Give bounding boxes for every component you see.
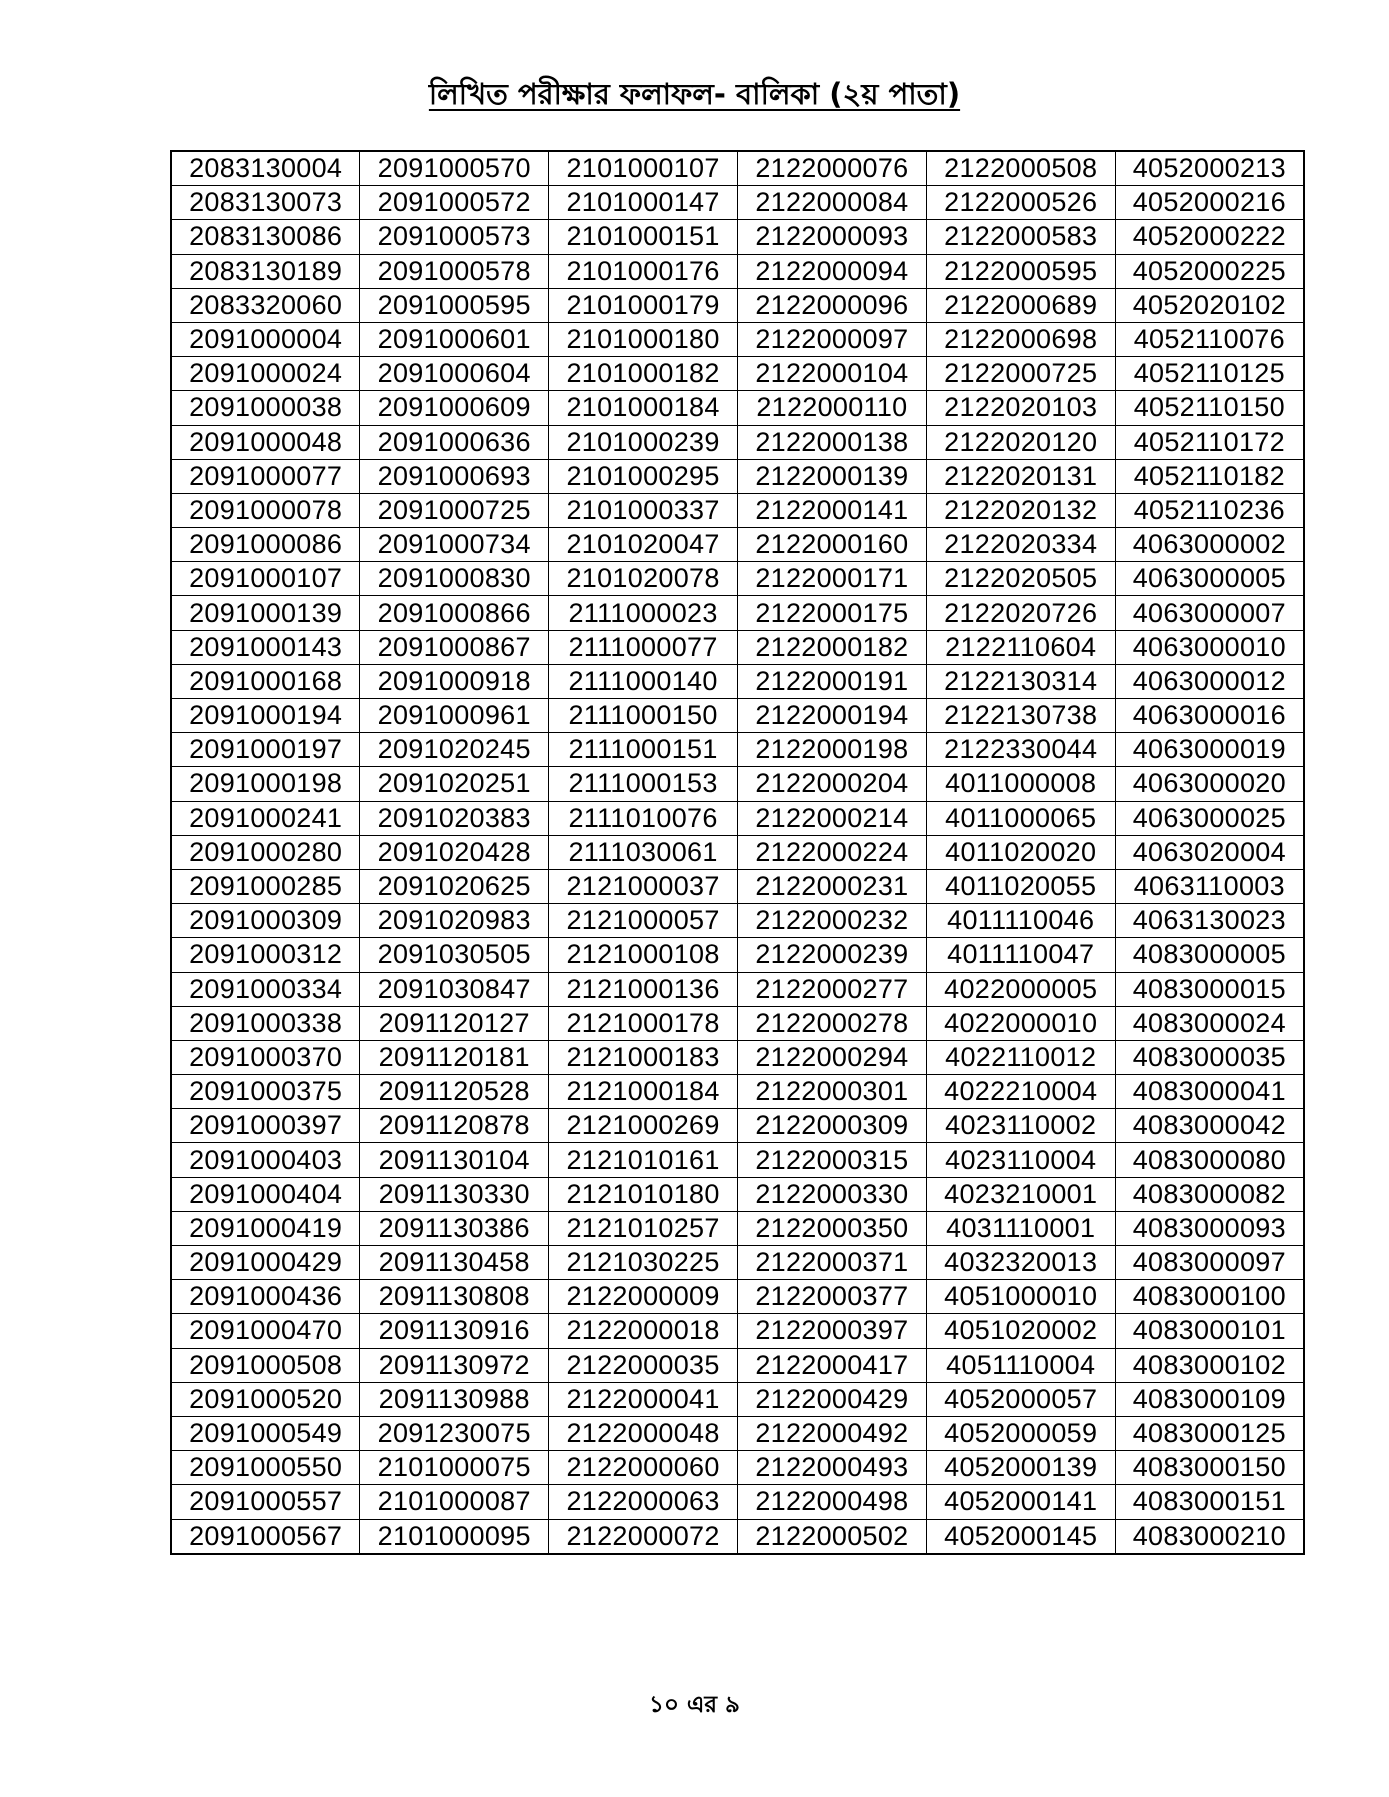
roll-number-cell: 2122000526 — [926, 186, 1115, 220]
roll-number-cell: 2122000397 — [737, 1314, 926, 1348]
roll-number-cell: 2101000184 — [549, 391, 738, 425]
roll-number-cell: 2091230075 — [360, 1416, 549, 1450]
roll-number-cell: 2091000334 — [171, 972, 360, 1006]
roll-number-cell: 2091000550 — [171, 1451, 360, 1485]
table-row — [171, 357, 1304, 391]
roll-number-cell: 2091000578 — [360, 254, 549, 288]
roll-number-cell: 4052110182 — [1115, 459, 1304, 493]
roll-number-cell: 2122000110 — [737, 391, 926, 425]
roll-number-cell: 2091000470 — [171, 1314, 360, 1348]
roll-number-cell: 2101000295 — [549, 459, 738, 493]
roll-number-cell: 4051000010 — [926, 1280, 1115, 1314]
roll-number-cell: 2101020078 — [549, 562, 738, 596]
roll-number-cell: 2122000048 — [549, 1416, 738, 1450]
roll-number-cell: 2122000377 — [737, 1280, 926, 1314]
roll-number-cell: 4022000005 — [926, 972, 1115, 1006]
table-row — [171, 869, 1304, 903]
roll-number-cell: 4083000080 — [1115, 1143, 1304, 1177]
roll-number-cell: 2091000549 — [171, 1416, 360, 1450]
roll-number-cell: 2091000867 — [360, 630, 549, 664]
roll-number-cell: 4052000222 — [1115, 220, 1304, 254]
roll-number-cell: 2122000104 — [737, 357, 926, 391]
roll-number-cell: 2122000429 — [737, 1382, 926, 1416]
roll-number-cell: 2091130988 — [360, 1382, 549, 1416]
roll-number-cell: 4052000145 — [926, 1519, 1115, 1554]
roll-number-cell: 2101000087 — [360, 1485, 549, 1519]
roll-number-cell: 2122000041 — [549, 1382, 738, 1416]
roll-number-cell: 2091020245 — [360, 733, 549, 767]
table-row — [171, 493, 1304, 527]
roll-number-cell: 4052110236 — [1115, 493, 1304, 527]
table-row — [171, 1075, 1304, 1109]
roll-number-cell: 4022110012 — [926, 1040, 1115, 1074]
roll-number-cell: 2122000076 — [737, 151, 926, 186]
roll-number-cell: 2122130314 — [926, 664, 1115, 698]
roll-number-cell: 4052020102 — [1115, 288, 1304, 322]
roll-number-cell: 2091000077 — [171, 459, 360, 493]
table-row — [171, 562, 1304, 596]
roll-number-cell: 2101000239 — [549, 425, 738, 459]
page-title-text: লিখিত পরীক্ষার ফলাফল- বালিকা (২য় পাতা) — [428, 77, 961, 111]
roll-number-cell: 4052110172 — [1115, 425, 1304, 459]
roll-number-cell: 2091000725 — [360, 493, 549, 527]
roll-number-cell: 2122000060 — [549, 1451, 738, 1485]
roll-number-cell: 2122000063 — [549, 1485, 738, 1519]
roll-number-cell: 2122020131 — [926, 459, 1115, 493]
roll-number-cell: 2111000150 — [549, 699, 738, 733]
roll-number-cell: 2091020625 — [360, 869, 549, 903]
roll-number-cell: 2122000171 — [737, 562, 926, 596]
roll-number-cell: 2121000269 — [549, 1109, 738, 1143]
roll-number-cell: 2091030505 — [360, 938, 549, 972]
roll-number-cell: 2091000197 — [171, 733, 360, 767]
table-row — [171, 1246, 1304, 1280]
table-row — [171, 1382, 1304, 1416]
roll-number-cell: 2101000337 — [549, 493, 738, 527]
roll-number-cell: 2122000239 — [737, 938, 926, 972]
roll-number-cell: 2122000294 — [737, 1040, 926, 1074]
roll-number-cell: 4011000008 — [926, 767, 1115, 801]
roll-number-cell: 2091000194 — [171, 699, 360, 733]
roll-number-cell: 4011020020 — [926, 835, 1115, 869]
table-row — [171, 254, 1304, 288]
roll-number-cell: 2111000151 — [549, 733, 738, 767]
roll-number-cell: 2091000024 — [171, 357, 360, 391]
roll-number-cell: 2091030847 — [360, 972, 549, 1006]
table-row — [171, 630, 1304, 664]
roll-number-cell: 2122000035 — [549, 1348, 738, 1382]
table-row — [171, 1348, 1304, 1382]
table-row — [171, 1143, 1304, 1177]
table-row — [171, 528, 1304, 562]
roll-number-cell: 4052110150 — [1115, 391, 1304, 425]
roll-number-cell: 2122000194 — [737, 699, 926, 733]
results-table-body — [171, 151, 1304, 1554]
roll-number-cell: 2122000231 — [737, 869, 926, 903]
roll-number-cell: 2091000429 — [171, 1246, 360, 1280]
table-row — [171, 1109, 1304, 1143]
roll-number-cell: 2083320060 — [171, 288, 360, 322]
roll-number-cell: 4083000024 — [1115, 1006, 1304, 1040]
roll-number-cell: 2122000301 — [737, 1075, 926, 1109]
roll-number-cell: 4023110002 — [926, 1109, 1115, 1143]
table-row — [171, 1040, 1304, 1074]
roll-number-cell: 4083000005 — [1115, 938, 1304, 972]
roll-number-cell: 2101000182 — [549, 357, 738, 391]
roll-number-cell: 2091020428 — [360, 835, 549, 869]
roll-number-cell: 2122000097 — [737, 322, 926, 356]
roll-number-cell: 2091000830 — [360, 562, 549, 596]
roll-number-cell: 2091000241 — [171, 801, 360, 835]
roll-number-cell: 2091000572 — [360, 186, 549, 220]
roll-number-cell: 2091020251 — [360, 767, 549, 801]
roll-number-cell: 2091000419 — [171, 1211, 360, 1245]
roll-number-cell: 2122110604 — [926, 630, 1115, 664]
table-row — [171, 391, 1304, 425]
roll-number-cell: 2111000077 — [549, 630, 738, 664]
roll-number-cell: 4052000059 — [926, 1416, 1115, 1450]
roll-number-cell: 2122000595 — [926, 254, 1115, 288]
roll-number-cell: 2101020047 — [549, 528, 738, 562]
roll-number-cell: 2122020103 — [926, 391, 1115, 425]
roll-number-cell: 2122130738 — [926, 699, 1115, 733]
roll-number-cell: 2122000583 — [926, 220, 1115, 254]
roll-number-cell: 4052000139 — [926, 1451, 1115, 1485]
roll-number-cell: 2122000141 — [737, 493, 926, 527]
roll-number-cell: 4052000141 — [926, 1485, 1115, 1519]
roll-number-cell: 4083000015 — [1115, 972, 1304, 1006]
roll-number-cell: 2122000204 — [737, 767, 926, 801]
page-number: ১০ এর ৯ — [649, 1692, 740, 1718]
roll-number-cell: 4083000041 — [1115, 1075, 1304, 1109]
roll-number-cell: 2091000601 — [360, 322, 549, 356]
roll-number-cell: 2122020726 — [926, 596, 1115, 630]
roll-number-cell: 2091000604 — [360, 357, 549, 391]
roll-number-cell: 2091000557 — [171, 1485, 360, 1519]
roll-number-cell: 2122000096 — [737, 288, 926, 322]
table-row — [171, 322, 1304, 356]
table-row — [171, 1280, 1304, 1314]
roll-number-cell: 2122000072 — [549, 1519, 738, 1554]
roll-number-cell: 2122000492 — [737, 1416, 926, 1450]
table-row — [171, 459, 1304, 493]
roll-number-cell: 4083000035 — [1115, 1040, 1304, 1074]
roll-number-cell: 2121000136 — [549, 972, 738, 1006]
roll-number-cell: 2091000436 — [171, 1280, 360, 1314]
roll-number-cell: 2121010161 — [549, 1143, 738, 1177]
roll-number-cell: 2101000075 — [360, 1451, 549, 1485]
roll-number-cell: 4063000016 — [1115, 699, 1304, 733]
roll-number-cell: 2083130086 — [171, 220, 360, 254]
roll-number-cell: 4063000019 — [1115, 733, 1304, 767]
table-row — [171, 801, 1304, 835]
roll-number-cell: 2101000151 — [549, 220, 738, 254]
roll-number-cell: 2091000004 — [171, 322, 360, 356]
roll-number-cell: 2122000277 — [737, 972, 926, 1006]
roll-number-cell: 2121010180 — [549, 1177, 738, 1211]
roll-number-cell: 2121030225 — [549, 1246, 738, 1280]
roll-number-cell: 2122020505 — [926, 562, 1115, 596]
table-row — [171, 1519, 1304, 1554]
roll-number-cell: 2091000285 — [171, 869, 360, 903]
roll-number-cell: 2091000636 — [360, 425, 549, 459]
roll-number-cell: 4083000082 — [1115, 1177, 1304, 1211]
table-row — [171, 767, 1304, 801]
roll-number-cell: 2111030061 — [549, 835, 738, 869]
roll-number-cell: 2122000214 — [737, 801, 926, 835]
roll-number-cell: 2122000094 — [737, 254, 926, 288]
roll-number-cell: 4063020004 — [1115, 835, 1304, 869]
table-row — [171, 972, 1304, 1006]
roll-number-cell: 4063000007 — [1115, 596, 1304, 630]
roll-number-cell: 2091000609 — [360, 391, 549, 425]
roll-number-cell: 4052000213 — [1115, 151, 1304, 186]
roll-number-cell: 2091000038 — [171, 391, 360, 425]
roll-number-cell: 2122330044 — [926, 733, 1115, 767]
roll-number-cell: 4063110003 — [1115, 869, 1304, 903]
roll-number-cell: 4063000010 — [1115, 630, 1304, 664]
roll-number-cell: 2091000309 — [171, 904, 360, 938]
table-row — [171, 1314, 1304, 1348]
roll-number-cell: 2122000182 — [737, 630, 926, 664]
roll-number-cell: 2091000595 — [360, 288, 549, 322]
table-row — [171, 1451, 1304, 1485]
roll-number-cell: 2091000078 — [171, 493, 360, 527]
roll-number-cell: 4063000020 — [1115, 767, 1304, 801]
roll-number-cell: 2091020983 — [360, 904, 549, 938]
roll-number-cell: 2091000508 — [171, 1348, 360, 1382]
roll-number-cell: 2091000312 — [171, 938, 360, 972]
roll-number-cell: 2121000178 — [549, 1006, 738, 1040]
roll-number-cell: 2091000734 — [360, 528, 549, 562]
roll-number-cell: 2122000175 — [737, 596, 926, 630]
roll-number-cell: 2101000179 — [549, 288, 738, 322]
roll-number-cell: 2091120127 — [360, 1006, 549, 1040]
roll-number-cell: 4011110046 — [926, 904, 1115, 938]
roll-number-cell: 2122000232 — [737, 904, 926, 938]
table-row — [171, 1006, 1304, 1040]
roll-number-cell: 4032320013 — [926, 1246, 1115, 1280]
roll-number-cell: 2122000417 — [737, 1348, 926, 1382]
roll-number-cell: 2122000498 — [737, 1485, 926, 1519]
table-row — [171, 664, 1304, 698]
roll-number-cell: 2091130808 — [360, 1280, 549, 1314]
roll-number-cell: 2122000191 — [737, 664, 926, 698]
roll-number-cell: 2122000198 — [737, 733, 926, 767]
page-title — [0, 76, 1389, 112]
roll-number-cell: 2083130004 — [171, 151, 360, 186]
roll-number-cell: 2122000093 — [737, 220, 926, 254]
roll-number-cell: 4011000065 — [926, 801, 1115, 835]
roll-number-cell: 2101000095 — [360, 1519, 549, 1554]
roll-number-cell: 2091000397 — [171, 1109, 360, 1143]
roll-number-cell: 2122000330 — [737, 1177, 926, 1211]
roll-number-cell: 4083000210 — [1115, 1519, 1304, 1554]
roll-number-cell: 2091000048 — [171, 425, 360, 459]
table-row — [171, 151, 1304, 186]
roll-number-cell: 2111000153 — [549, 767, 738, 801]
roll-number-cell: 4052000057 — [926, 1382, 1115, 1416]
roll-number-cell: 2122000315 — [737, 1143, 926, 1177]
table-row — [171, 186, 1304, 220]
roll-number-cell: 2091130330 — [360, 1177, 549, 1211]
roll-number-cell: 2121000184 — [549, 1075, 738, 1109]
roll-number-cell: 4063000005 — [1115, 562, 1304, 596]
roll-number-cell: 4052110125 — [1115, 357, 1304, 391]
roll-number-cell: 4051110004 — [926, 1348, 1115, 1382]
roll-number-cell: 2122020334 — [926, 528, 1115, 562]
roll-number-cell: 2091000338 — [171, 1006, 360, 1040]
table-row — [171, 288, 1304, 322]
roll-number-cell: 2122000493 — [737, 1451, 926, 1485]
roll-number-cell: 4063000025 — [1115, 801, 1304, 835]
roll-number-cell: 4052000216 — [1115, 186, 1304, 220]
roll-number-cell: 2101000147 — [549, 186, 738, 220]
roll-number-cell: 2121010257 — [549, 1211, 738, 1245]
roll-number-cell: 4052110076 — [1115, 322, 1304, 356]
roll-number-cell: 2101000107 — [549, 151, 738, 186]
roll-number-cell: 4083000102 — [1115, 1348, 1304, 1382]
roll-number-cell: 2122000009 — [549, 1280, 738, 1314]
roll-number-cell: 2091130104 — [360, 1143, 549, 1177]
roll-number-cell: 2091120181 — [360, 1040, 549, 1074]
roll-number-cell: 2122000371 — [737, 1246, 926, 1280]
roll-number-cell: 2101000176 — [549, 254, 738, 288]
table-row — [171, 904, 1304, 938]
table-row — [171, 699, 1304, 733]
roll-number-cell: 2091000866 — [360, 596, 549, 630]
roll-number-cell: 2091000570 — [360, 151, 549, 186]
roll-number-cell: 2122020132 — [926, 493, 1115, 527]
roll-number-cell: 2091000520 — [171, 1382, 360, 1416]
roll-number-cell: 2091000403 — [171, 1143, 360, 1177]
roll-number-cell: 2091130972 — [360, 1348, 549, 1382]
roll-number-cell: 2111000023 — [549, 596, 738, 630]
roll-number-cell: 2091000139 — [171, 596, 360, 630]
table-row — [171, 835, 1304, 869]
roll-number-cell: 2091130458 — [360, 1246, 549, 1280]
roll-number-cell: 4083000093 — [1115, 1211, 1304, 1245]
roll-number-cell: 4083000042 — [1115, 1109, 1304, 1143]
roll-number-cell: 4083000125 — [1115, 1416, 1304, 1450]
roll-number-cell: 2121000108 — [549, 938, 738, 972]
roll-number-cell: 2122000508 — [926, 151, 1115, 186]
roll-number-cell: 4051020002 — [926, 1314, 1115, 1348]
roll-number-cell: 2111010076 — [549, 801, 738, 835]
roll-number-cell: 2091130386 — [360, 1211, 549, 1245]
roll-number-cell: 2091000280 — [171, 835, 360, 869]
roll-number-cell: 2091000961 — [360, 699, 549, 733]
roll-number-cell: 4063000012 — [1115, 664, 1304, 698]
roll-number-cell: 2091000370 — [171, 1040, 360, 1074]
roll-number-cell: 2091020383 — [360, 801, 549, 835]
table-row — [171, 596, 1304, 630]
roll-number-cell: 2122000725 — [926, 357, 1115, 391]
roll-number-cell: 2101000180 — [549, 322, 738, 356]
roll-number-cell: 2121000037 — [549, 869, 738, 903]
roll-number-cell: 4052000225 — [1115, 254, 1304, 288]
roll-number-cell: 2091000086 — [171, 528, 360, 562]
roll-number-cell: 2122000139 — [737, 459, 926, 493]
roll-number-cell: 2091120878 — [360, 1109, 549, 1143]
roll-number-cell: 4083000101 — [1115, 1314, 1304, 1348]
roll-number-cell: 2122020120 — [926, 425, 1115, 459]
roll-number-cell: 4063130023 — [1115, 904, 1304, 938]
roll-number-cell: 2122000018 — [549, 1314, 738, 1348]
table-row — [171, 1177, 1304, 1211]
roll-number-cell: 2122000278 — [737, 1006, 926, 1040]
roll-number-cell: 2083130189 — [171, 254, 360, 288]
table-row — [171, 1416, 1304, 1450]
roll-number-cell: 2091000693 — [360, 459, 549, 493]
roll-number-cell: 4022000010 — [926, 1006, 1115, 1040]
roll-number-cell: 2091000198 — [171, 767, 360, 801]
table-row — [171, 220, 1304, 254]
roll-number-cell: 2122000138 — [737, 425, 926, 459]
roll-number-cell: 4083000097 — [1115, 1246, 1304, 1280]
roll-number-cell: 2122000084 — [737, 186, 926, 220]
roll-number-cell: 2091120528 — [360, 1075, 549, 1109]
roll-number-cell: 2122000350 — [737, 1211, 926, 1245]
table-row — [171, 938, 1304, 972]
roll-number-cell: 4011020055 — [926, 869, 1115, 903]
roll-number-cell: 2122000160 — [737, 528, 926, 562]
roll-number-cell: 4023110004 — [926, 1143, 1115, 1177]
roll-number-cell: 2111000140 — [549, 664, 738, 698]
roll-number-cell: 2083130073 — [171, 186, 360, 220]
roll-number-cell: 2122000309 — [737, 1109, 926, 1143]
roll-number-cell: 4083000109 — [1115, 1382, 1304, 1416]
roll-number-cell: 4022210004 — [926, 1075, 1115, 1109]
roll-number-cell: 4083000151 — [1115, 1485, 1304, 1519]
roll-number-cell: 2121000183 — [549, 1040, 738, 1074]
roll-number-cell: 4083000100 — [1115, 1280, 1304, 1314]
roll-number-cell: 2091000573 — [360, 220, 549, 254]
results-table — [170, 150, 1305, 1555]
roll-number-cell: 2091000168 — [171, 664, 360, 698]
roll-number-cell: 4031110001 — [926, 1211, 1115, 1245]
roll-number-cell: 2091000404 — [171, 1177, 360, 1211]
roll-number-cell: 2122000689 — [926, 288, 1115, 322]
table-row — [171, 425, 1304, 459]
roll-number-cell: 2091000567 — [171, 1519, 360, 1554]
roll-number-cell: 2091000375 — [171, 1075, 360, 1109]
roll-number-cell: 2121000057 — [549, 904, 738, 938]
roll-number-cell: 2091000143 — [171, 630, 360, 664]
table-row — [171, 1485, 1304, 1519]
roll-number-cell: 4083000150 — [1115, 1451, 1304, 1485]
roll-number-cell: 2122000502 — [737, 1519, 926, 1554]
roll-number-cell: 2091000918 — [360, 664, 549, 698]
roll-number-cell: 2122000698 — [926, 322, 1115, 356]
roll-number-cell: 2091000107 — [171, 562, 360, 596]
table-row — [171, 1211, 1304, 1245]
roll-number-cell: 4023210001 — [926, 1177, 1115, 1211]
roll-number-cell: 2122000224 — [737, 835, 926, 869]
roll-number-cell: 4063000002 — [1115, 528, 1304, 562]
roll-number-cell: 4011110047 — [926, 938, 1115, 972]
roll-number-cell: 2091130916 — [360, 1314, 549, 1348]
table-row — [171, 733, 1304, 767]
